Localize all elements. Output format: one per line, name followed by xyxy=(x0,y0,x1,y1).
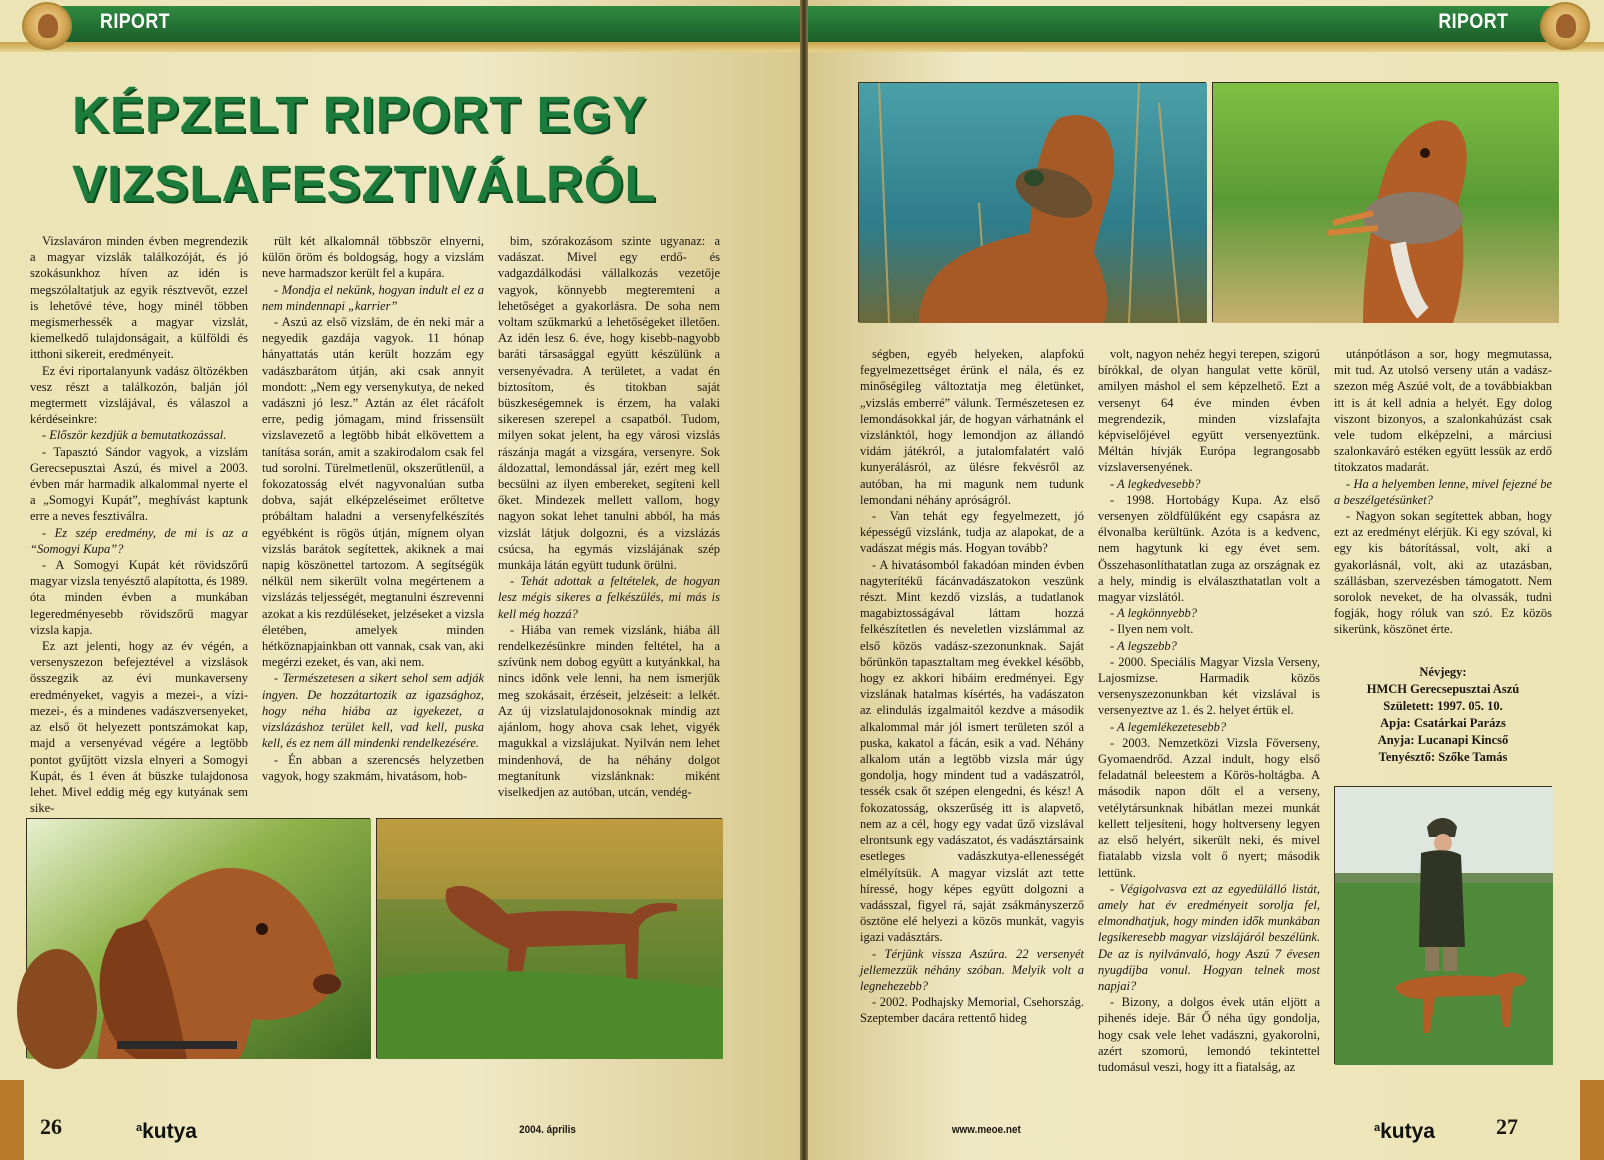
profile-title: Névjegy: xyxy=(1419,665,1467,679)
article-paragraph: - A Somogyi Kupát két rövidszőrű magyar vizsla tenyésztő alapította, és 1989. óta minden évben a munkában legeredményesebb rövidszőrű magyar vizsla kapja. xyxy=(30,558,248,637)
magazine-logo-icon xyxy=(22,2,72,50)
section-label: RIPORT xyxy=(100,10,170,33)
article-paragraph: - Ilyen nem volt. xyxy=(1110,622,1194,637)
article-paragraph: - A legszebb? xyxy=(1110,638,1177,653)
article-paragraph: - 2000. Speciális Magyar Vizsla Verseny, Lajosmizse. Harmadik közös versenyszezonunkban két vizslával is versenyeztve az 1. és 2. helyet értük el. xyxy=(1098,654,1320,718)
spine-gutter xyxy=(800,0,808,1160)
magazine-logo-right-icon xyxy=(1540,2,1590,50)
article-paragraph: - Hiába van remek vizslánk, hiába áll rendelkezésünkre minden feltétel, ha a szívünk nem dobog együtt a kutyánkkal, ha nincs időnk vele lenni, ha nem ismerjük meg szokásait, érzéseit, jelzéseit: a lelkét. Az új vizslatulajdonosoknak mindig azt ajánlom, hogy ahova csak lehet, vigyék magukkal a vizslájukat. Nyilván nem lehet mindenhová, de ha néhány dolgot megtanítunk vizslánknak: miként viselkedjen az autóban, utcán, vendég- xyxy=(498,622,720,799)
article-paragraph: Ez évi riportalanyunk vadász öltözékben vesz részt a találkozón, balján jól megtermett vizslájával, és válaszol a kérdéseinkre: xyxy=(30,363,248,427)
article-column-4 xyxy=(860,346,1084,1066)
article-paragraph: bim, szórakozásom szinte ugyanaz: a vadászat. Mivel egy erdő- és vadgazdálkodási vállalkozás vezetője vagyok, könnyebb megteremteni a lehetőséget a gyakorlásra. De soha nem voltam szűkmarkú a lehetőségeket illetően. Az idén lesz 6. éve, hogy kisebb-nagyobb baráti társasággal együtt készülünk a versenyévadra. A területet, a vadat én biztosítom, és titokban saját büszkeségemnek is érzem, ha valaki sikeresen szerepel a csapatból. Tudom, milyen sokat jelent, ha egy városi vizslás rászánja magát a vizsgára, versenyre. Sok áldozattal, lemondással jár, ezért meg kell becsülni az ilyen embereket, segíteni kell őket. Mindezek mellett vallom, hogy nagyon sokat lehet tanulni abból, ha más vizslát látjuk dolgozni, és a vizslázás csúcsa, ha egymás vizslájának szép munkája látán együtt tudunk örülni. xyxy=(498,234,720,573)
left-page xyxy=(0,0,800,1160)
article-paragraph: - Nagyon sokan segítettek abban, hogy ezt az eredményt elérjük. Ki egy szóval, ki egy kis bátorítással, volt, aki a gyakorlásnál, volt, aki az utazásban, szállásban, szervezésben támogatott. Nem sorolok neveket, de ha olvassák, tudni fogják, hogy róluk van szó. Ez közös sikerünk, köszönet érte. xyxy=(1334,509,1552,637)
article-column-5 xyxy=(1098,346,1320,1074)
article-column-6 xyxy=(1334,346,1552,654)
vizsla-pointing-grass-photo xyxy=(376,818,722,1058)
issue-date: 2004. április xyxy=(519,1124,576,1136)
article-paragraph: - Tehát adottak a feltételek, de hogyan lesz mégis sikeres a felkészülés, mi más is kell még hozzá? xyxy=(498,574,720,621)
article-paragraph: - Ez szép eredmény, de mi is az a “Somogyi Kupa”? xyxy=(30,525,248,556)
page-number-right: 27 xyxy=(1496,1114,1518,1139)
vizsla-portrait-photo xyxy=(26,818,370,1058)
article-paragraph: volt, nagyon nehéz hegyi terepen, szigorú bírókkal, de olyan hangulat vette körül, amilyen máshol el sem képzelhető. Ezt a versenyt 64 éve minden évben megrendezik, minden vizslafajta képviselőjével együtt versenyeztünk. Méltán hívják Európa legrangosabb vizslaversenyének. xyxy=(1098,347,1320,475)
article-paragraph: - 2002. Podhajsky Memorial, Csehország. Szeptember dacára rettentő hideg xyxy=(860,995,1084,1026)
article-paragraph: - 2003. Nemzetközi Vizsla Főverseny, Gyomaendrőd. Azzal indult, hogy első feladatnál beleestem a Körös-holtágba. A második napon dőlt el a verseny, vetélytársunknak hibátlan mezei munkát kellett teljesíteni, hogy holtverseny legyen az első helyért, sikerült neki, és mivel fiatalabb vizsla volt ő nyert; második lettünk. xyxy=(1098,735,1320,880)
article-paragraph: Ez azt jelenti, hogy az év végén, a versenyszezon befejeztével a vizslások összegzik az évi munkaverseny eredményeket, vagyis a mezei-, a vízi-mezei-, és a mindenes vadászversenyeket, az első öt helyezett pontszámokat kap, majd a versenyévad végére a legtöbb pontot gyűjtött vizsla elnyeri a Somogyi Kupát, és 1 éven át büszke tulajdonosa lehet. Mivel eddig még egy kutyának sem sike- xyxy=(30,639,248,816)
article-paragraph: - A legkedvesebb? xyxy=(1110,476,1201,491)
article-paragraph: - A legemlékezetesebb? xyxy=(1110,719,1227,734)
article-paragraph: - Mondja el nekünk, hogyan indult el ez a nem mindennapi „karrier” xyxy=(262,282,484,313)
article-paragraph: - Én abban a szerencsés helyzetben vagyok, hogy szakmám, hivatásom, hob- xyxy=(262,752,484,783)
headline-line1: KÉPZELT RIPORT EGY xyxy=(72,86,648,143)
magazine-name-right xyxy=(1374,1120,1435,1144)
article-paragraph: - Először kezdjük a bemutatkozással. xyxy=(42,428,227,443)
page-number-left: 26 xyxy=(40,1114,62,1139)
article-column-3 xyxy=(498,233,720,815)
profile-breeder: Tenyésztő: Szőke Tamás xyxy=(1378,750,1508,764)
hunter-image xyxy=(1335,787,1553,1065)
article-paragraph: - Végigolvasva ezt az egyedülálló listát, amely hat év eredményeit sorolja fel, elmondhatjuk, hogy minden idők munkában legsikeresebb magyar vizslájáról beszélünk. De az is nyilvánvaló, hogy Aszú 7 évesen nyugdíjba vonul. Hogyan telnek most napjai? xyxy=(1098,881,1320,993)
website-url: www.meoe.net xyxy=(951,1124,1021,1136)
article-paragraph: - Tapasztó Sándor vagyok, a vizslám Gerecsepusztai Aszú, és mivel a 2003. évben már harmadik alkalommal nyerte el a „Somogyi Kupát”, meghívást kaptunk erre a neves fesztiválra. xyxy=(30,444,248,524)
article-paragraph: ségben, egyéb helyeken, alapfokú fegyelmezettséget érünk el nála, és ez minőségileg változtatja meg életünket, „vizslás emberré” válunk. Természetesen ez lemondásokkal jár, de hogyan várhatnánk el vizslánktól, hogy lemondjon az állandó vidám játékról, a jutalomfalatért való kunyerálásról, az ülésre fekvésről az autóban, ha mi magunk nem tudunk lemondani néhány apróságról. xyxy=(860,347,1084,507)
section-label-right: RIPORT xyxy=(1438,10,1508,33)
article-paragraph: - Természetesen a sikert sehol sem adják ingyen. De hozzátartozik az igazsághoz, hogy néha hiába az igyekezet, a vizslázáshoz terület kell, vad kell, puska kell, és ez nem áll mindenki rendelkezésére. xyxy=(262,671,484,751)
article-paragraph: - Térjünk vissza Aszúra. 22 versenyét jellemezzük néhány szóban. Melyik volt a legnehezebb? xyxy=(860,946,1084,993)
footer-orange-tab-right xyxy=(1580,1080,1604,1160)
hunter-with-vizsla-field-photo xyxy=(1334,786,1552,1064)
magazine-name-left xyxy=(136,1120,197,1144)
article-paragraph: - 1998. Hortobágy Kupa. Az első versenyen zöldfülűként egy csapásra az élvonalba kerültünk. Azóta is a kedvenc, nem hagytunk ki egy évet sem. Összehasonlíthatatlan zuga az országnak ez a hely, mindig is elválaszthatatlan volt a magyar vizslától. xyxy=(1098,492,1320,605)
header-gold-band-right xyxy=(808,42,1604,52)
profile-name: HMCH Gerecsepusztai Aszú xyxy=(1366,682,1520,696)
vizsla-portrait-image xyxy=(27,819,371,1059)
article-paragraph: - A hivatásomból fakadóan minden évben nagyterítékű fácánvadászatokon veszünk részt. Mint kezdő vizslás, a tudatlanok magabiztosságával láttam hozzá felkészítetlen és neveletlen vizslámmal az első közös vadász-szezonunknak. Saját bőrünkön tapasztaltam meg évekkel később, hogy ez akkori hibáim eredményei. Egy vizslának hatalmas kísértés, ha vadászaton az elindulás izgalmaitól kezdve a második alkalommal már jól ismert területen szól a puska, kakatol a fácán, esik a vad. Néhány alkalom után a legtöbb vizsla már úgy gondolja, hogy mindent tud a vadászatról, tessék csak őt szépen elengedni, és kész! A fokozatosság, okszerűség itt is alapvető, nem az a cél, hogy egy vadat űző vizslával elrontsunk egy vadászatot, és vadásztársaink esetleges vadászkutya-ellenességét elmélyítsük. A magyar vizslát azt tette híressé, hogy képes együtt dolgozni a vadásszal, figyel rá, saját zsákmányszerző ösztöne elé helyezi a közös munkát, vagyis igazi vadásztárs. xyxy=(860,557,1084,945)
article-paragraph: - Ha a helyemben lenne, mivel fejezné be a beszélgetésünket? xyxy=(1334,476,1552,507)
article-paragraph: rült két alkalomnál többször elnyerni, külön öröm és boldogság, hogy a vizslám neve harmadszor került fel a kupára. xyxy=(262,234,484,281)
magazine-prefix: a xyxy=(136,1122,143,1134)
vizsla-meadow-image xyxy=(1213,83,1559,323)
magazine-title: kutya xyxy=(142,1120,197,1143)
vizsla-retrieving-duck-water-photo xyxy=(858,82,1206,322)
header-gold-band xyxy=(0,42,800,52)
magazine-title-right: kutya xyxy=(1380,1120,1435,1143)
article-paragraph: - Aszú az első vizslám, de én neki már a negyedik gazdája vagyok. 11 hónap hányattatás után került hozzám egy vadászbarátom útján, aki csak annyit mondott: „Nem egy versenykutya, de neked vadászni jó lesz.” Aztán az élet rácáfolt erre, pedig jómagam, mind frissensült vizslavezető a legtöbb hibát elkövettem a tanítása során, amit a szakirodalom csak fel tud sorolni. Türelmetlenül, okszerűtlenül, a fokozatosság elvét nagyvonalúan sutba dobva, saját elképzeléseimet erőltetve próbáltam haladni a versenyfelkészítés egyébként is rögös útján, mígnem olyan vizslás barátok segítettek, akiknek a mai napig köszönettel tartozom. A segítségük nélkül nem sikerült volna megértenem a vizslázás teljességét, megtanulni észrevenni azokat a kis rezdüléseket, jelzéseket a vizsla életében, amelyek minden hétköznapjainkban ott vannak, csak van, aki megérzi ezeket, és van, aki nem. xyxy=(262,315,484,670)
article-paragraph: - Bizony, a dolgos évek után eljött a pihenés ideje. Bár Ő néha úgy gondolja, hogy csak vele lehet vadászni, gyakorolni, azért szomorú, lemondó tekintettel tudomásul veszi, hogy itt a fiatalság, az xyxy=(1098,995,1320,1074)
vizsla-holding-duck-meadow-photo xyxy=(1212,82,1558,322)
profile-sire: Apja: Csatárkai Parázs xyxy=(1380,716,1506,730)
profile-box xyxy=(1334,664,1552,764)
article-column-1 xyxy=(30,233,248,815)
headline-line2: VIZSLAFESZTIVÁLRÓL xyxy=(72,155,657,212)
profile-dam: Anyja: Lucanapi Kincső xyxy=(1377,733,1509,747)
profile-born: Született: 1997. 05. 10. xyxy=(1383,699,1503,713)
footer-orange-tab xyxy=(0,1080,24,1160)
article-paragraph: Vizslaváron minden évben megrendezik a magyar vizslák találkozóját, és jó szokásunkhoz híven az idén is megszólaltatjuk az egyik résztvevőt, ezzel is lehetővé téve, hogy minél többen megismerhessék a magyar vizslát, kiemelkedő tulajdonságait, a külföldi és itthoni sikereit, eredményeit. xyxy=(30,234,248,362)
vizsla-water-image xyxy=(859,83,1207,323)
right-page xyxy=(808,0,1604,1160)
article-paragraph: - A legkönnyebb? xyxy=(1110,606,1198,621)
vizsla-pointing-image xyxy=(377,819,723,1059)
article-column-2 xyxy=(262,233,484,815)
article-paragraph: - Van tehát egy fegyelmezett, jó képességű vizslánk, tudja az alapokat, de a vadászat mégis más. Hogyan tovább? xyxy=(860,509,1084,556)
article-paragraph: utánpótláson a sor, hogy megmutassa, mit tud. Az utolsó verseny után a vadász-szezon még Aszúé volt, de a továbbiakban itt is át kell adnia a helyét. Egy dolog viszont bizonyos, a szalonkahúzást csak vele tudom elképzelni, a márciusi szalonkavárό estéken együtt lessük az erdő titokzatos madarát. xyxy=(1334,347,1552,475)
magazine-prefix-right: a xyxy=(1374,1122,1381,1134)
